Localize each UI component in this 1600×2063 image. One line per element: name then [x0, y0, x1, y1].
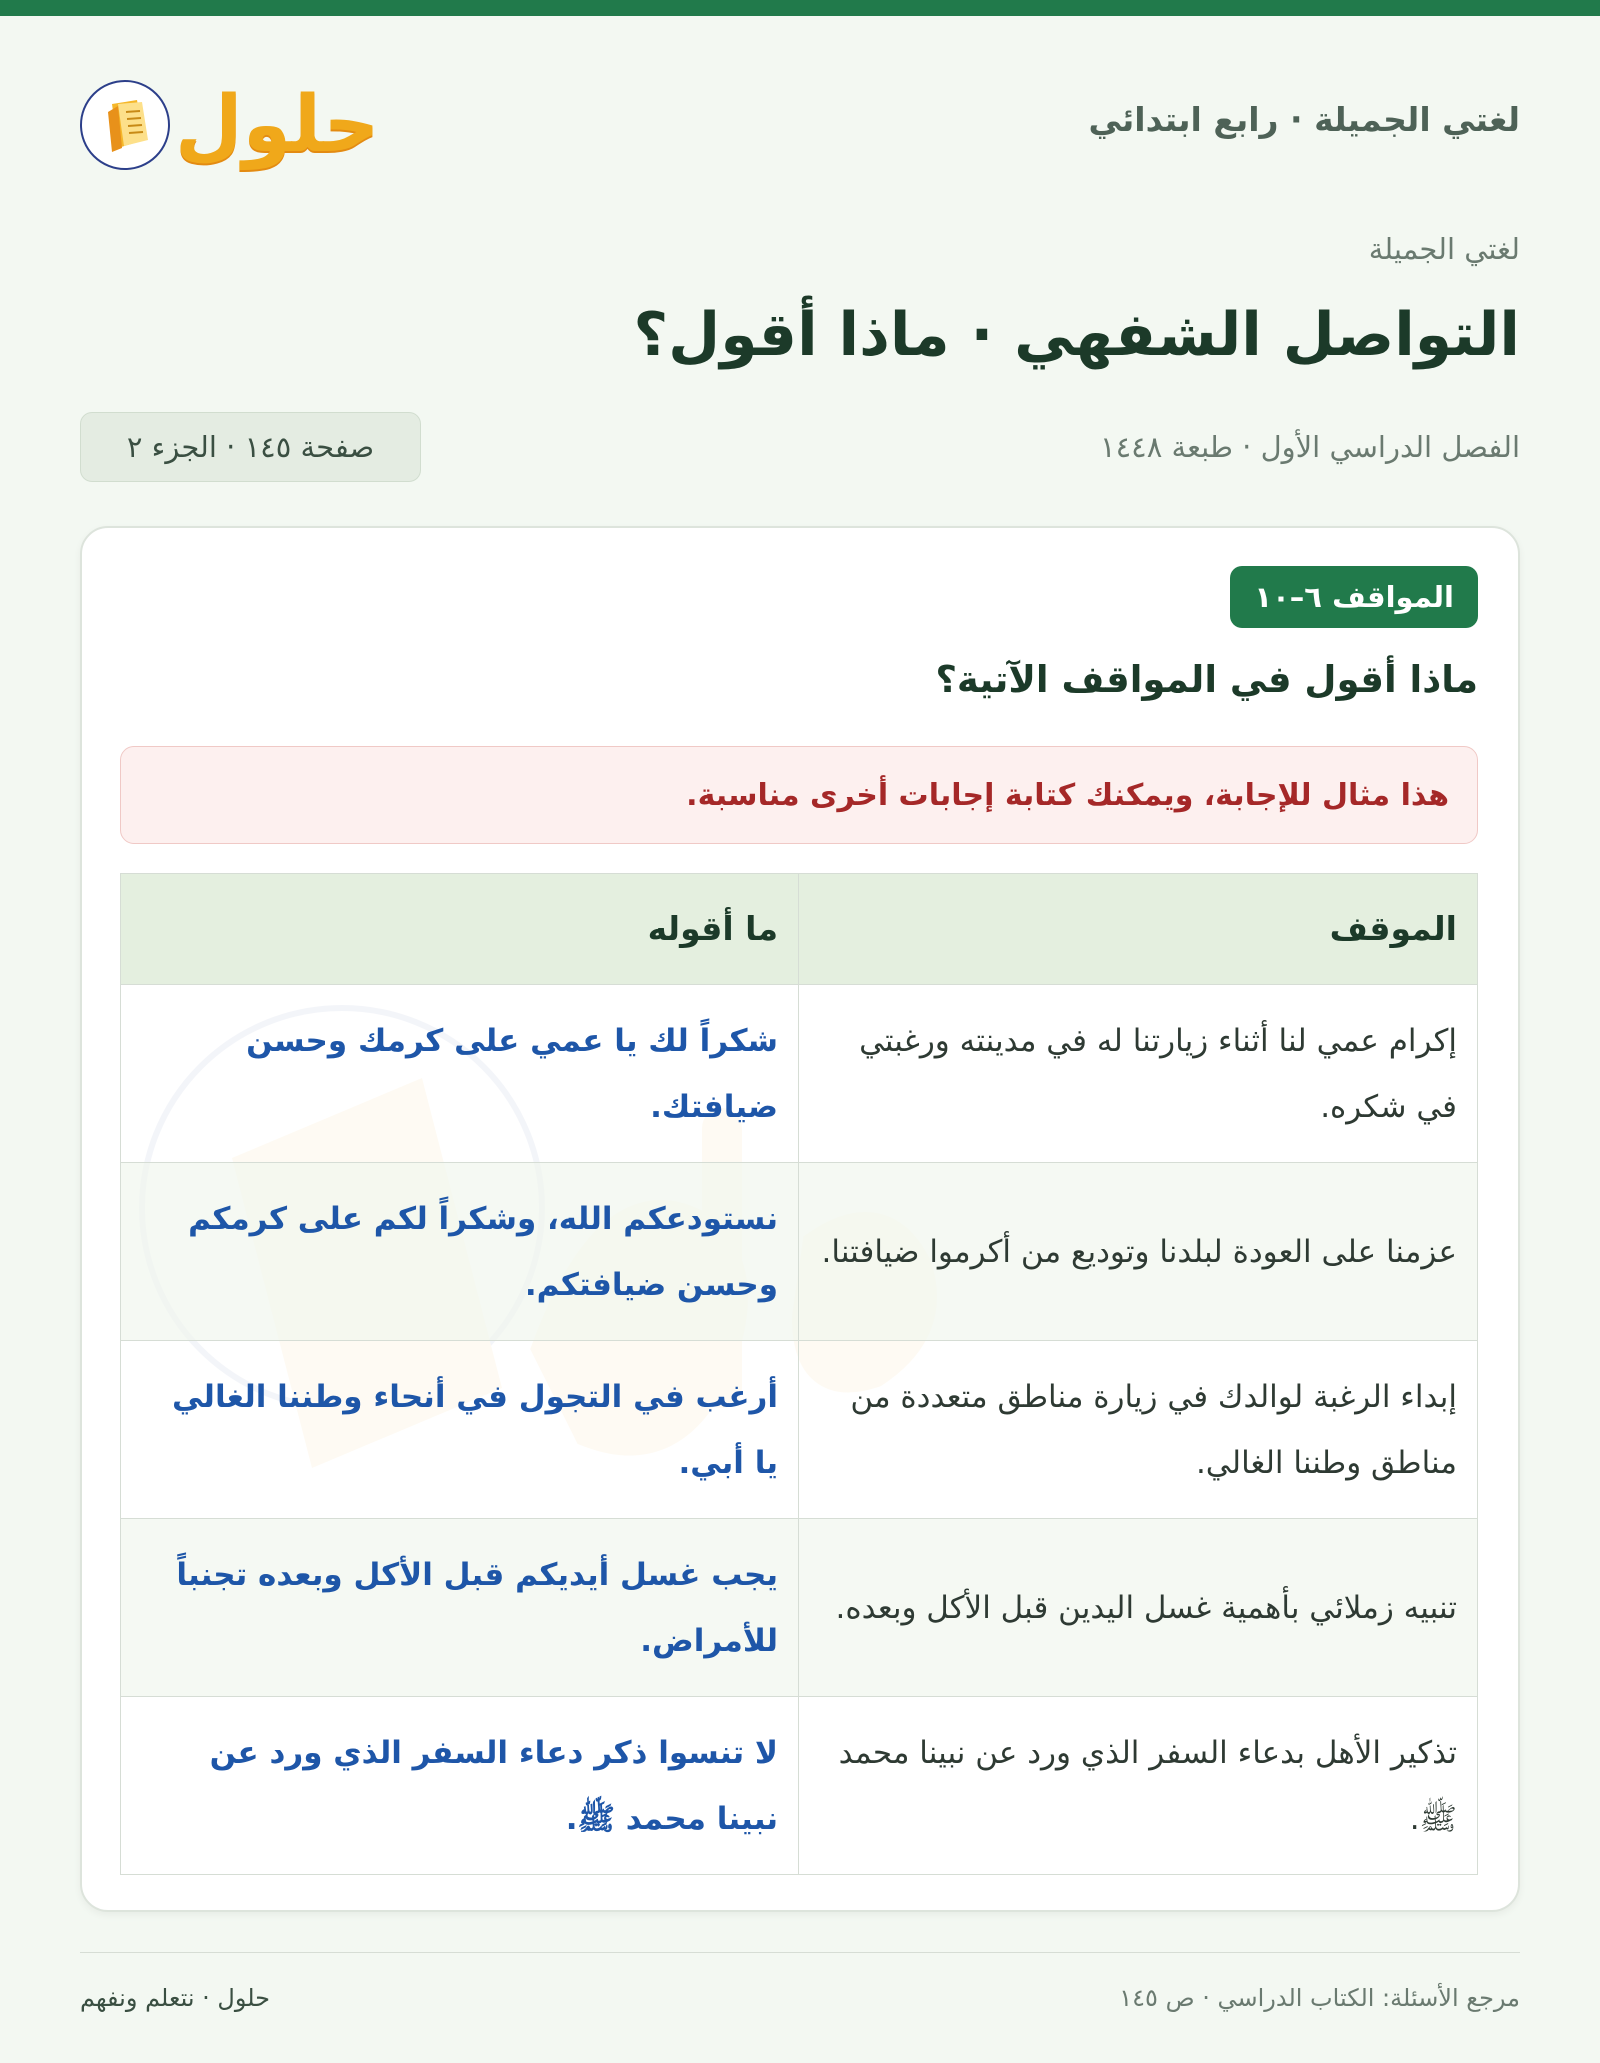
subject-kicker: لغتي الجميلة [1368, 232, 1520, 266]
page-number-badge: صفحة ١٤٥ · الجزء ٢ [80, 412, 421, 482]
table-row [121, 1341, 1478, 1519]
table-header-row [121, 874, 1478, 985]
table-row [121, 1519, 1478, 1697]
footer-reference: مرجع الأسئلة: الكتاب الدراسي · ص ١٤٥ [1119, 1984, 1520, 2012]
page-title: التواصل الشفهي · ماذا أقول؟ [633, 300, 1520, 370]
answer-cell: أرغب في التجول في أنحاء وطننا الغالي يا أبي. [121, 1341, 799, 1519]
answer-cell: لا تنسوا ذكر دعاء السفر الذي ورد عن نبينا محمد ﷺ. [121, 1697, 799, 1875]
section-badge: المواقف ٦–١٠ [1230, 566, 1478, 628]
footer-tagline: حلول · نتعلم ونفهم [80, 1984, 270, 2012]
edition-meta: الفصل الدراسي الأول · طبعة ١٤٤٨ [1100, 430, 1520, 464]
subject-title: لغتي الجميلة · رابع ابتدائي [1088, 100, 1520, 139]
table-row [121, 1163, 1478, 1341]
situation-cell: تذكير الأهل بدعاء السفر الذي ورد عن نبينا محمد ﷺ. [799, 1697, 1478, 1875]
example-answer-note: هذا مثال للإجابة، ويمكنك كتابة إجابات أخرى مناسبة. [120, 746, 1478, 844]
answer-cell: شكراً لك يا عمي على كرمك وحسن ضيافتك. [121, 985, 799, 1163]
situation-cell: إكرام عمي لنا أثناء زيارتنا له في مدينته ورغبتي في شكره. [799, 985, 1478, 1163]
book-icon [82, 82, 172, 172]
column-header-situation: الموقف [799, 874, 1478, 985]
situation-cell: تنبيه زملائي بأهمية غسل اليدين قبل الأكل وبعده. [799, 1519, 1478, 1697]
top-accent-bar [0, 0, 1600, 16]
answer-cell: يجب غسل أيديكم قبل الأكل وبعده تجنباً للأمراض. [121, 1519, 799, 1697]
logo-badge [80, 80, 170, 170]
column-header-answer: ما أقوله [121, 874, 799, 985]
answer-card [80, 526, 1520, 1912]
footer-divider [80, 1952, 1520, 1953]
answers-table [120, 873, 1478, 1875]
situation-cell: إبداء الرغبة لوالدك في زيارة مناطق متعددة من مناطق وطننا الغالي. [799, 1341, 1478, 1519]
question-heading: ماذا أقول في المواقف الآتية؟ [935, 658, 1478, 701]
logo-wordmark: حلول [175, 80, 380, 170]
table-row [121, 985, 1478, 1163]
page-header [80, 60, 1520, 200]
situation-cell: عزمنا على العودة لبلدنا وتوديع من أكرموا ضيافتنا. [799, 1163, 1478, 1341]
answer-cell: نستودعكم الله، وشكراً لكم على كرمكم وحسن ضيافتكم. [121, 1163, 799, 1341]
table-row [121, 1697, 1478, 1875]
site-logo[interactable] [80, 70, 380, 180]
